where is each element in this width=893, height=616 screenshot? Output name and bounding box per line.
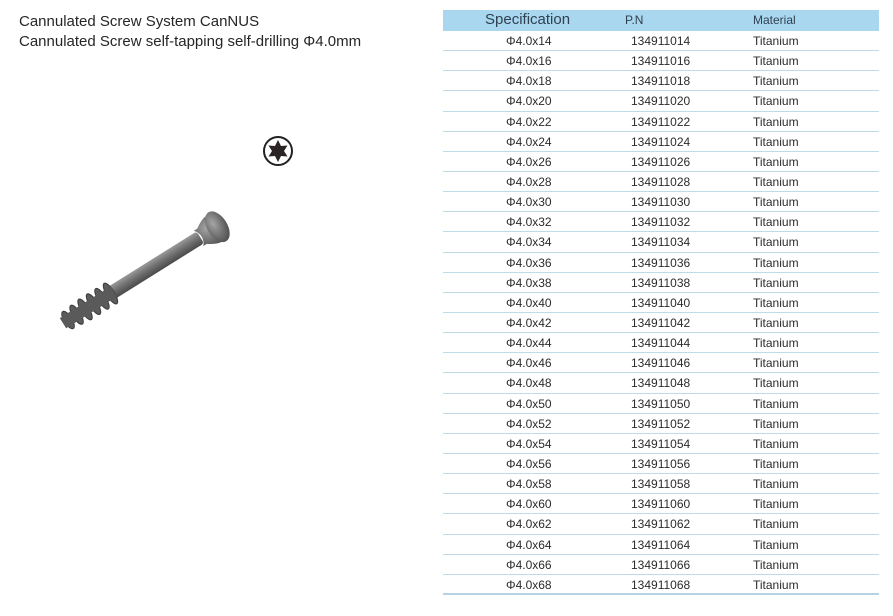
table-row xyxy=(443,91,879,111)
cell-material: Titanium xyxy=(753,557,799,572)
cell-specification: Φ4.0x32 xyxy=(506,215,552,230)
cell-part-number: 134911026 xyxy=(631,154,691,169)
cell-material: Titanium xyxy=(753,74,799,89)
cell-material: Titanium xyxy=(753,376,799,391)
cell-material: Titanium xyxy=(753,215,799,230)
cell-part-number: 134911060 xyxy=(631,497,691,512)
cell-specification: Φ4.0x20 xyxy=(506,94,552,109)
product-title: Cannulated Screw System CanNUS xyxy=(19,13,260,30)
table-row xyxy=(443,192,879,212)
cell-specification: Φ4.0x54 xyxy=(506,436,552,451)
product-title-block xyxy=(19,12,361,52)
header-part-number: P.N xyxy=(625,13,644,27)
cell-part-number: 134911044 xyxy=(631,336,691,351)
cell-material: Titanium xyxy=(753,275,799,290)
cell-specification: Φ4.0x14 xyxy=(506,34,552,48)
cell-part-number: 134911034 xyxy=(631,235,691,250)
cell-material: Titanium xyxy=(753,295,799,310)
cell-material: Titanium xyxy=(753,315,799,330)
cell-part-number: 134911016 xyxy=(631,54,691,69)
table-row xyxy=(443,152,879,172)
table-row xyxy=(443,373,879,393)
table-row xyxy=(443,414,879,434)
cell-part-number: 134911048 xyxy=(631,376,691,391)
cell-specification: Φ4.0x22 xyxy=(506,114,552,129)
cell-material: Titanium xyxy=(753,336,799,351)
product-illustration xyxy=(40,130,310,350)
cell-specification: Φ4.0x52 xyxy=(506,416,552,431)
cell-material: Titanium xyxy=(753,517,799,532)
cell-part-number: 134911020 xyxy=(631,94,691,109)
cell-material: Titanium xyxy=(753,356,799,371)
cell-material: Titanium xyxy=(753,396,799,411)
table-row xyxy=(443,394,879,414)
table-row xyxy=(443,353,879,373)
cell-specification: Φ4.0x64 xyxy=(506,537,552,552)
cell-material: Titanium xyxy=(753,477,799,492)
cell-specification: Φ4.0x28 xyxy=(506,174,552,189)
specification-table xyxy=(443,10,879,595)
product-subtitle: Cannulated Screw self-tapping self-drilling Φ4.0mm xyxy=(19,33,362,50)
cell-specification: Φ4.0x34 xyxy=(506,235,552,250)
cell-specification: Φ4.0x38 xyxy=(506,275,552,290)
cell-part-number: 134911038 xyxy=(631,275,691,290)
cell-specification: Φ4.0x16 xyxy=(506,54,552,69)
cell-part-number: 134911018 xyxy=(631,74,691,89)
cell-part-number: 134911014 xyxy=(631,34,691,48)
table-row xyxy=(443,51,879,71)
cell-part-number: 134911066 xyxy=(631,557,691,572)
table-row xyxy=(443,253,879,273)
cell-material: Titanium xyxy=(753,537,799,552)
cell-material: Titanium xyxy=(753,195,799,210)
cell-material: Titanium xyxy=(753,134,799,149)
cell-part-number: 134911064 xyxy=(631,537,691,552)
cell-specification: Φ4.0x48 xyxy=(506,376,552,391)
header-specification: Specification xyxy=(485,11,571,28)
table-row xyxy=(443,535,879,555)
cell-material: Titanium xyxy=(753,114,799,129)
cell-specification: Φ4.0x68 xyxy=(506,577,552,592)
cell-material: Titanium xyxy=(753,94,799,109)
table-body xyxy=(443,31,879,595)
cell-specification: Φ4.0x44 xyxy=(506,336,552,351)
cell-part-number: 134911030 xyxy=(631,195,691,210)
table-row xyxy=(443,212,879,232)
table-row xyxy=(443,112,879,132)
table-row xyxy=(443,434,879,454)
torx-star-drive-icon xyxy=(262,135,294,167)
cell-material: Titanium xyxy=(753,577,799,592)
table-row xyxy=(443,232,879,252)
table-row xyxy=(443,454,879,474)
cell-part-number: 134911068 xyxy=(631,577,691,592)
cell-material: Titanium xyxy=(753,416,799,431)
cell-material: Titanium xyxy=(753,54,799,69)
cell-part-number: 134911058 xyxy=(631,477,691,492)
cell-part-number: 134911028 xyxy=(631,174,691,189)
cell-specification: Φ4.0x66 xyxy=(506,557,552,572)
table-row xyxy=(443,132,879,152)
table-row xyxy=(443,474,879,494)
table-row xyxy=(443,333,879,353)
cell-specification: Φ4.0x36 xyxy=(506,255,552,270)
cell-specification: Φ4.0x30 xyxy=(506,195,552,210)
cell-specification: Φ4.0x24 xyxy=(506,134,552,149)
cell-specification: Φ4.0x50 xyxy=(506,396,552,411)
cell-part-number: 134911042 xyxy=(631,315,691,330)
cell-part-number: 134911050 xyxy=(631,396,691,411)
cell-material: Titanium xyxy=(753,456,799,471)
cannulated-screw-image xyxy=(40,190,260,350)
cell-specification: Φ4.0x60 xyxy=(506,497,552,512)
cell-material: Titanium xyxy=(753,497,799,512)
table-row xyxy=(443,31,879,51)
header-material: Material xyxy=(753,13,796,27)
cell-part-number: 134911056 xyxy=(631,456,691,471)
cell-material: Titanium xyxy=(753,235,799,250)
cell-part-number: 134911040 xyxy=(631,295,691,310)
cell-part-number: 134911032 xyxy=(631,215,691,230)
cell-specification: Φ4.0x58 xyxy=(506,477,552,492)
table-row xyxy=(443,71,879,91)
table-row xyxy=(443,494,879,514)
cell-part-number: 134911022 xyxy=(631,114,691,129)
cell-material: Titanium xyxy=(753,154,799,169)
table-row xyxy=(443,514,879,534)
table-row xyxy=(443,293,879,313)
cell-part-number: 134911052 xyxy=(631,416,691,431)
cell-part-number: 134911024 xyxy=(631,134,691,149)
table-row xyxy=(443,313,879,333)
table-row xyxy=(443,273,879,293)
cell-specification: Φ4.0x42 xyxy=(506,315,552,330)
table-header xyxy=(443,10,879,31)
cell-specification: Φ4.0x18 xyxy=(506,74,552,89)
cell-specification: Φ4.0x40 xyxy=(506,295,552,310)
table-row xyxy=(443,172,879,192)
table-row xyxy=(443,555,879,575)
table-row xyxy=(443,575,879,595)
cell-material: Titanium xyxy=(753,34,799,48)
cell-part-number: 134911062 xyxy=(631,517,691,532)
cell-part-number: 134911036 xyxy=(631,255,691,270)
cell-part-number: 134911046 xyxy=(631,356,691,371)
cell-material: Titanium xyxy=(753,255,799,270)
cell-specification: Φ4.0x62 xyxy=(506,517,552,532)
cell-material: Titanium xyxy=(753,436,799,451)
cell-specification: Φ4.0x46 xyxy=(506,356,552,371)
cell-specification: Φ4.0x56 xyxy=(506,456,552,471)
cell-part-number: 134911054 xyxy=(631,436,691,451)
cell-material: Titanium xyxy=(753,174,799,189)
cell-specification: Φ4.0x26 xyxy=(506,154,552,169)
